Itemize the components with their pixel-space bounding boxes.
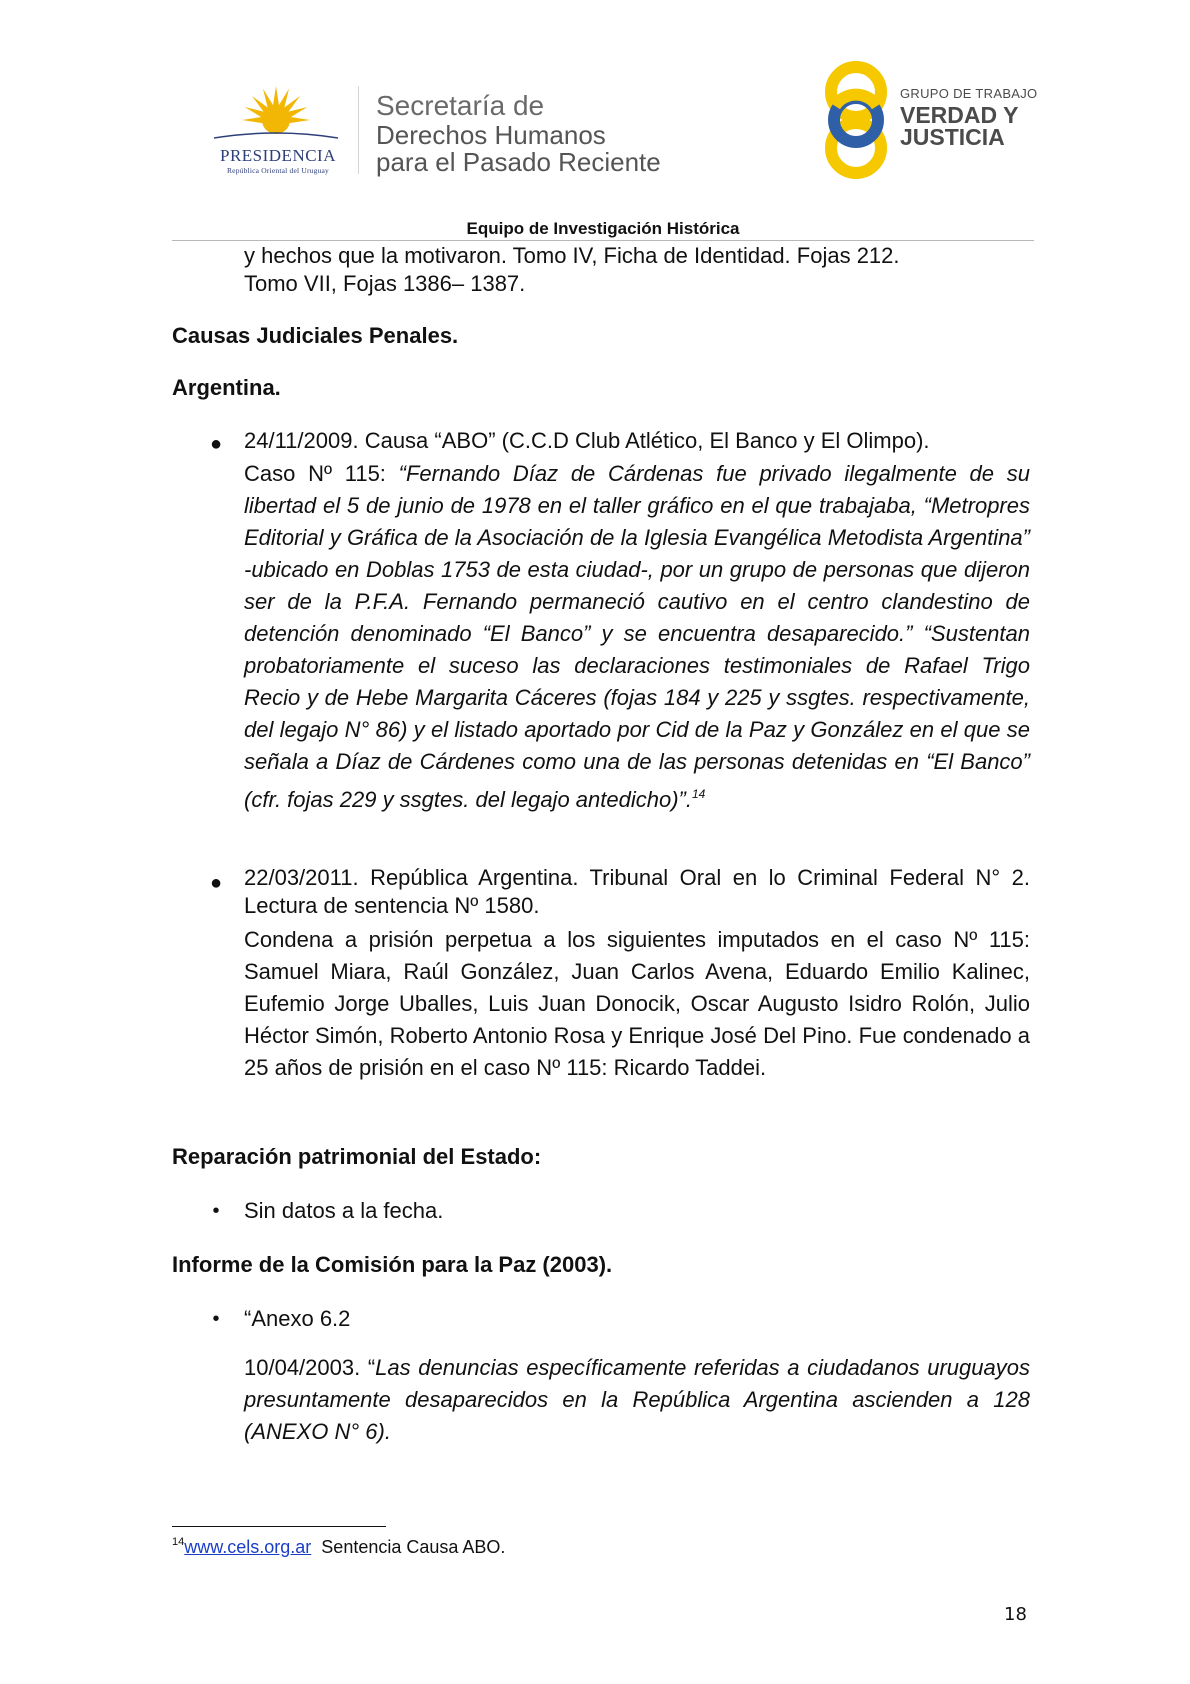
item1-case-paragraph xyxy=(244,458,1030,816)
grupo-trabajo-label: GRUPO DE TRABAJO xyxy=(900,86,1038,101)
bullet-dot: ● xyxy=(209,433,223,455)
informe-item: “Anexo 6.2 xyxy=(244,1306,351,1331)
item1-date: 24/11/2009. Causa “ABO” (C.C.D Club Atlético, El Banco y El Olimpo). xyxy=(244,428,930,453)
informe-quote: Las denuncias específicamente referidas a ciudadanos uruguayos presuntamente desaparecidos en la República Argentina ascienden a 128 (ANEXO N° 6). xyxy=(244,1355,1030,1444)
section-causas-judiciales: Causas Judiciales Penales. xyxy=(172,323,459,348)
intro-line2: Tomo VII, Fojas 1386– 1387. xyxy=(244,271,526,296)
verdad-label: VERDAD Y xyxy=(900,102,1019,128)
footnote xyxy=(172,1531,505,1558)
informe-date: 10/04/2003. “ xyxy=(244,1355,376,1380)
section-informe: Informe de la Comisión para la Paz (2003). xyxy=(172,1252,613,1277)
footnote-ref: 14 xyxy=(691,787,706,801)
item2-title: 22/03/2011. República Argentina. Tribunal Oral en lo Criminal Federal N° 2. Lectura de sentencia Nº 1580. xyxy=(244,865,1030,918)
header-divider xyxy=(358,86,359,174)
item1-quote: “Fernando Díaz de Cárdenas fue privado ilegalmente de su libertad el 5 de junio de 1978 en el taller gráfico en el que trabajaba, “Metropres Editorial y Gráfica de la Asociación de la Iglesia Evangélica Metodista Argentina” -ubicado en Doblas 1753 de esta ciudad-, por un grupo de personas que dijeron ser de la P.F.A. Fernando permaneció cautivo en el centro clandestino de detención denominado “El Banco” y se encuentra desaparecido.” “Sustentan probatoriamente el suceso las declaraciones testimoniales de Rafael Trigo Recio y de Hebe Margarita Cáceres (fojas 184 y 225 y ssgtes. respectivamente, del legajo N° 86) y el listado aportado por Cid de la Paz y González en el que se señala a Díaz de Cárdenes como una de las personas detenidas en “El Banco” (cfr. fojas 229 y ssgtes. del legajo antedicho)”. xyxy=(244,461,1030,812)
secretaria-title-line1: Secretaría de xyxy=(376,90,545,121)
bullet-dot: ● xyxy=(209,872,223,894)
secretaria-title-line2: Derechos Humanos xyxy=(376,120,606,150)
footnote-rule xyxy=(172,1526,386,1527)
item2-body: Condena a prisión perpetua a los siguientes imputados en el caso Nº 115: Samuel Miara, Raúl González, Juan Carlos Avena, Eduardo Emilio Kalinec, Eufemio Jorge Uballes, Luis Juan Donocik, Oscar Augusto Isidro Rolón, Julio Héctor Simón, Roberto Antonio Rosa y Enrique José Del Pino. Fue condenado a 25 años de prisión en el caso Nº 115: Ricardo Taddei. xyxy=(244,927,1030,1080)
bullet-dot: • xyxy=(212,1200,220,1222)
page-number: 18 xyxy=(1004,1604,1027,1625)
footnote-text: Sentencia Causa ABO. xyxy=(311,1537,506,1557)
secretaria-title-line3: para el Pasado Reciente xyxy=(376,147,661,177)
intro-line1: y hechos que la motivaron. Tomo IV, Ficha de Identidad. Fojas 212. xyxy=(244,243,900,268)
presidencia-subtitle: República Oriental del Uruguay xyxy=(226,166,329,175)
section-argentina: Argentina. xyxy=(172,375,281,400)
reparacion-item: Sin datos a la fecha. xyxy=(244,1198,444,1223)
team-title: Equipo de Investigación Histórica xyxy=(466,219,740,238)
footnote-link[interactable]: www.cels.org.ar xyxy=(184,1537,312,1557)
footnote-number: 14 xyxy=(172,1536,185,1548)
section-reparacion: Reparación patrimonial del Estado: xyxy=(172,1144,542,1169)
justicia-label: JUSTICIA xyxy=(900,124,1005,150)
presidencia-name: PRESIDENCIA xyxy=(219,146,336,165)
item1-case-prefix: Caso Nº 115: xyxy=(244,461,399,486)
bullet-dot: • xyxy=(212,1308,220,1330)
informe-paragraph xyxy=(244,1352,1030,1448)
